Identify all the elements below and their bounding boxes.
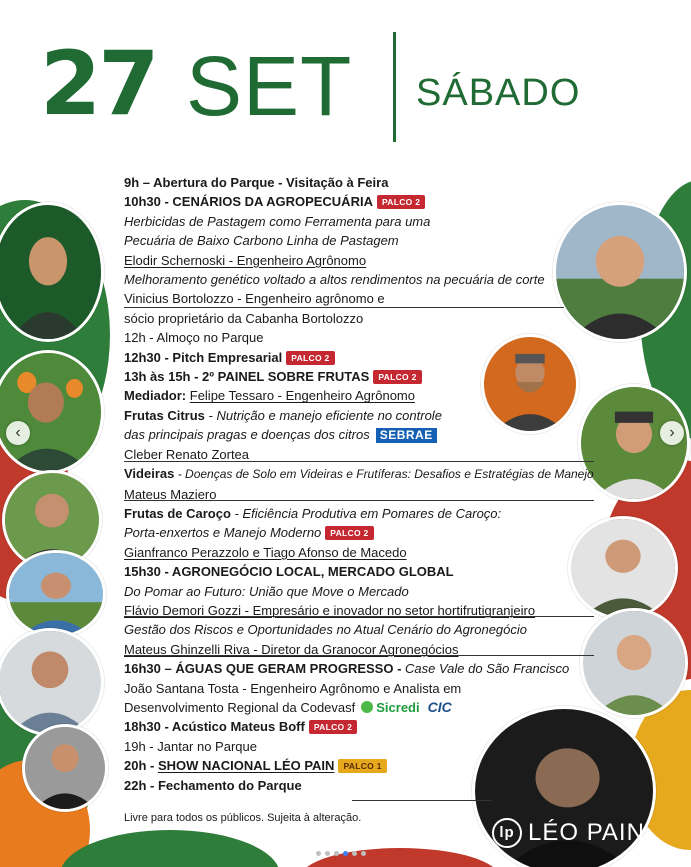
speaker-name: sócio proprietário da Cabanha Bortolozzo [124,310,364,326]
carousel-dot[interactable] [334,851,339,856]
topic-description: das principais pragas e doenças dos citros [124,427,370,443]
schedule-line: 9h – Abertura do Parque - Visitação à Feira [124,175,389,190]
session-title: 16h30 – ÁGUAS QUE GERAM PROGRESSO - [124,661,402,677]
schedule-line [124,348,554,367]
date-day: 27 [40,32,157,135]
schedule-line [124,504,554,523]
topic-description: - Doenças de Solo em Videiras e Frutíferas: Desafios e Estratégias de Manejo [174,467,594,482]
schedule-line: 12h - Almoço no Parque [124,330,264,346]
carousel-prev-button[interactable] [6,421,30,445]
header-divider [393,32,396,142]
schedule-line: Herbicidas de Pastagem como Ferramenta para uma [124,213,431,229]
speaker-photo-tiago [6,550,106,638]
speaker-name: Desenvolvimento Regional da Codevasf [124,699,356,715]
session-title: SHOW NACIONAL LÉO PAIN [157,758,335,774]
decorative-blob-bottom-green [60,830,280,867]
stage-badge: PALCO 2 [325,526,373,540]
cic-logo: CIC [427,698,452,715]
stage-badge: PALCO 2 [309,720,357,734]
topic-label: Videiras [124,466,175,482]
stage-badge: PALCO 2 [377,195,425,209]
speaker-name: Cleber Renato Zortea [124,446,250,462]
session-time: 20h - [124,758,158,774]
schedule-line: 19h - Jantar no Parque [124,738,257,754]
session-title: 12h30 - Pitch Empresarial [124,349,283,365]
carousel-next-button[interactable] [660,421,684,445]
stage-badge: PALCO 2 [286,351,334,365]
date-month: SET [186,39,353,133]
schedule-line [124,756,554,775]
event-schedule [124,173,594,795]
speaker-name: Mateus Ghinzelli Riva - Diretor da Granocor Agronegócios [124,641,459,657]
speaker-photo-vinicius [553,202,687,342]
topic-label: Frutas de Caroço [124,505,231,521]
topic-description: Case Vale do São Francisco [401,661,570,677]
speaker-name: Elodir Schernoski - Engenheiro Agrônomo [124,252,367,268]
connector-line [352,800,492,801]
schedule-line [124,698,554,717]
lp-mark-icon: lp [492,818,522,848]
speaker-photo-mateus-riva [580,608,688,718]
role-label: Mediador: [124,388,187,404]
chevron-right-icon: › [669,424,675,441]
schedule-line: Pecuária de Baixo Carbono Linha de Pastagem [124,233,399,249]
stage-badge: PALCO 2 [373,370,421,384]
speaker-name: Mateus Maziero [124,486,217,502]
schedule-line [124,659,570,678]
sebrae-logo: SEBRAE [376,428,437,443]
topic-description: Gestão dos Riscos e Oportunidades no Atual Cenário do Agronegócio [124,622,528,638]
speaker-photo-flavio [568,516,678,620]
schedule-line [124,406,554,425]
carousel-dot[interactable] [316,851,321,856]
session-title: 10h30 - CENÁRIOS DA AGROPECUÁRIA [124,194,373,210]
schedule-line [124,523,554,542]
carousel-dot[interactable] [343,851,348,856]
topic-description: - Eficiência Produtiva em Pomares de Caroço: [230,505,502,521]
carousel-dot[interactable] [361,851,366,856]
session-title: 18h30 - Acústico Mateus Boff [124,719,305,735]
date-weekday: SÁBADO [416,72,581,114]
carousel-dot[interactable] [352,851,357,856]
topic-description: Porta-enxertos e Manejo Moderno [124,525,322,541]
speaker-name: Felipe Tessaro - Engenheiro Agrônomo [189,388,415,404]
session-title: 15h30 - AGRONEGÓCIO LOCAL, MERCADO GLOBAL [124,564,454,580]
speaker-photo-joao [0,628,104,736]
schedule-line [124,386,554,405]
topic-label: Frutas Citrus [124,407,205,423]
sicredi-icon [361,701,373,713]
session-title: 13h às 15h - 2º PAINEL SOBRE FRUTAS [124,369,370,385]
speaker-name: João Santana Tosta - Engenheiro Agrônomo e Analista em [124,680,462,696]
schedule-line: 22h - Fechamento do Parque [124,777,302,793]
schedule-line [124,717,554,736]
speaker-name: Flávio Demori Gozzi - Empresário e inovador no setor hortifrutigranjeiro [124,602,536,618]
carousel-dot[interactable] [325,851,330,856]
schedule-line: Melhoramento genético voltado a altos rendimentos na pecuária de corte [124,272,545,288]
carousel-pagination [316,851,366,856]
speaker-photo-cleber [0,350,104,474]
schedule-line [124,192,554,211]
speaker-name: Vinicius Bortolozzo - Engenheiro agrônomo e [124,291,385,307]
speaker-name: Gianfranco Perazzolo e Tiago Afonso de Macedo [124,544,407,560]
schedule-line [124,425,554,444]
leo-pain-logo [492,818,645,848]
chevron-left-icon: ‹ [15,424,21,441]
topic-description: - Nutrição e manejo eficiente no controle [204,407,442,423]
footer-disclaimer: Livre para todos os públicos. Sujeita à alteração. [124,812,362,824]
leo-pain-logo-text: LÉO PAIN [528,819,645,846]
speaker-photo-mateus-boff [22,724,108,812]
schedule-line [124,464,594,484]
schedule-line [124,367,554,386]
stage-badge: PALCO 1 [338,759,386,773]
sicredi-logo: Sicredi [361,698,419,717]
topic-description: Do Pomar ao Futuro: União que Move o Mercado [124,583,409,599]
